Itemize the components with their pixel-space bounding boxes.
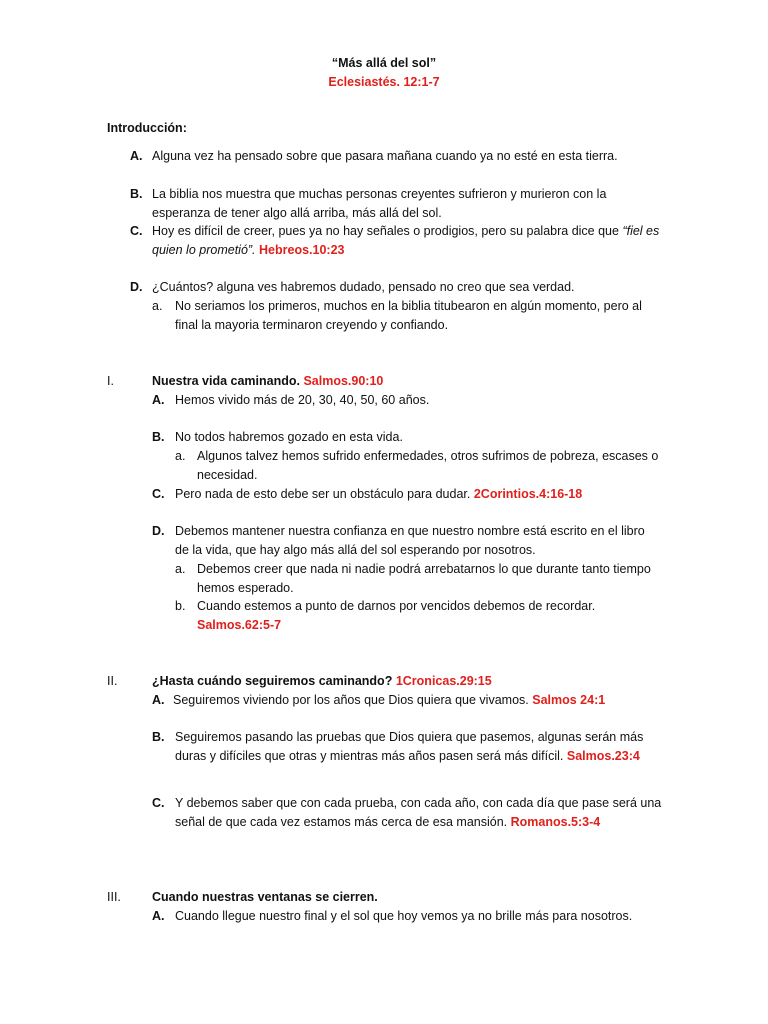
scripture-reference: Salmos.23:4 <box>566 749 640 763</box>
list-marker: C. <box>152 796 165 810</box>
scripture-reference: 2Corintios.4:16-18 <box>473 487 583 501</box>
intro-item-c-quote: “fiel es <box>622 224 660 238</box>
section-1-item-c <box>175 485 582 504</box>
section-2-item-b-text: duras y difíciles que otras y mientras más años pasen será más difícil. <box>175 749 564 763</box>
intro-item-d-a-line1: No seriamos los primeros, muchos en la biblia titubearon en algún momento, pero al <box>175 299 642 313</box>
list-marker: b. <box>175 599 186 613</box>
section-2-item-c-line1: Y debemos saber que con cada prueba, con cada año, con cada día que pase será una <box>175 796 662 810</box>
section-2-item-a <box>173 691 605 710</box>
list-marker: A. <box>152 909 165 923</box>
intro-item-b-line1: La biblia nos muestra que muchas personas creyentes sufrieron y murieron con la <box>152 187 607 201</box>
scripture-reference: Hebreos.10:23 <box>259 243 345 257</box>
section-1-item-d-line1: Debemos mantener nuestra confianza en que nuestro nombre está escrito en el libro <box>175 524 645 538</box>
section-3-title: Cuando nuestras ventanas se cierren. <box>152 890 378 904</box>
intro-item-c-line2 <box>152 241 344 260</box>
intro-item-b-line2: esperanza de tener algo allá arriba, más allá del sol. <box>152 206 442 220</box>
section-1-item-c-text: Pero nada de esto debe ser un obstáculo para dudar. <box>175 487 471 501</box>
intro-item-a: Alguna vez ha pensado sobre que pasara mañana cuando ya no esté en esta tierra. <box>152 149 618 163</box>
section-1-item-a: Hemos vivido más de 20, 30, 40, 50, 60 años. <box>175 393 430 407</box>
section-2-item-b-line1: Seguiremos pasando las pruebas que Dios quiera que pasemos, algunas serán más <box>175 730 644 744</box>
section-2-item-c-line2 <box>175 813 600 832</box>
section-3-item-a: Cuando llegue nuestro final y el sol que hoy vemos ya no brille más para nosotros. <box>175 909 633 923</box>
section-1-item-d-a-line2: hemos esperado. <box>197 581 294 595</box>
list-marker: A. <box>152 693 165 707</box>
scripture-reference: 1Cronicas.29:15 <box>395 674 492 688</box>
intro-item-c-line1 <box>152 222 659 241</box>
section-1-heading <box>152 372 383 391</box>
section-2-heading <box>152 672 492 691</box>
scripture-reference: Salmos.62:5-7 <box>197 618 282 632</box>
list-marker: a. <box>152 299 163 313</box>
section-1-item-b-a-line1: Algunos talvez hemos sufrido enfermedades, otros sufrimos de pobreza, escases o <box>197 449 659 463</box>
list-marker: A. <box>130 149 143 163</box>
list-marker: a. <box>175 562 186 576</box>
section-1-item-d-a-line1: Debemos creer que nada ni nadie podrá arrebatarnos lo que durante tanto tiempo <box>197 562 651 576</box>
intro-item-d: ¿Cuántos? alguna ves habremos dudado, pensado no creo que sea verdad. <box>152 280 575 294</box>
intro-heading: Introducción: <box>107 121 187 135</box>
list-marker: a. <box>175 449 186 463</box>
list-marker: D. <box>152 524 165 538</box>
section-marker: III. <box>107 890 121 904</box>
scripture-reference: Salmos 24:1 <box>532 693 606 707</box>
section-1-item-b: No todos habremos gozado en esta vida. <box>175 430 403 444</box>
section-1-item-d-b-line1: Cuando estemos a punto de darnos por vencidos debemos de recordar. <box>197 599 596 613</box>
section-1-item-d-line2: de la vida, que hay algo más allá del sol esperando por nosotros. <box>175 543 536 557</box>
section-2-item-a-text: Seguiremos viviendo por los años que Dios quiera que vivamos. <box>173 693 529 707</box>
scripture-reference: Salmos.90:10 <box>303 374 384 388</box>
list-marker: D. <box>130 280 143 294</box>
section-1-item-b-a-line2: necesidad. <box>197 468 258 482</box>
document-subtitle: Eclesiastés. 12:1-7 <box>328 75 440 89</box>
section-2-item-b-line2 <box>175 747 640 766</box>
intro-item-d-a-line2: final la mayoria terminaron creyendo y confiando. <box>175 318 449 332</box>
document-title: “Más allá del sol” <box>331 56 437 70</box>
list-marker: C. <box>130 224 143 238</box>
intro-item-c-text: Hoy es difícil de creer, pues ya no hay señales o prodigios, pero su palabra dice que <box>152 224 623 238</box>
list-marker: B. <box>152 430 165 444</box>
list-marker: B. <box>130 187 143 201</box>
list-marker: B. <box>152 730 165 744</box>
list-marker: A. <box>152 393 165 407</box>
scripture-reference: Romanos.5:3-4 <box>510 815 601 829</box>
section-marker: II. <box>107 674 118 688</box>
list-marker: C. <box>152 487 165 501</box>
section-1-title: Nuestra vida caminando. <box>152 374 300 388</box>
section-2-title: ¿Hasta cuándo seguiremos caminando? <box>152 674 393 688</box>
section-marker: I. <box>107 374 114 388</box>
section-2-item-c-text: señal de que cada vez estamos más cerca de esa mansión. <box>175 815 508 829</box>
intro-item-c-quote-end: quien lo prometió”. <box>152 243 256 257</box>
